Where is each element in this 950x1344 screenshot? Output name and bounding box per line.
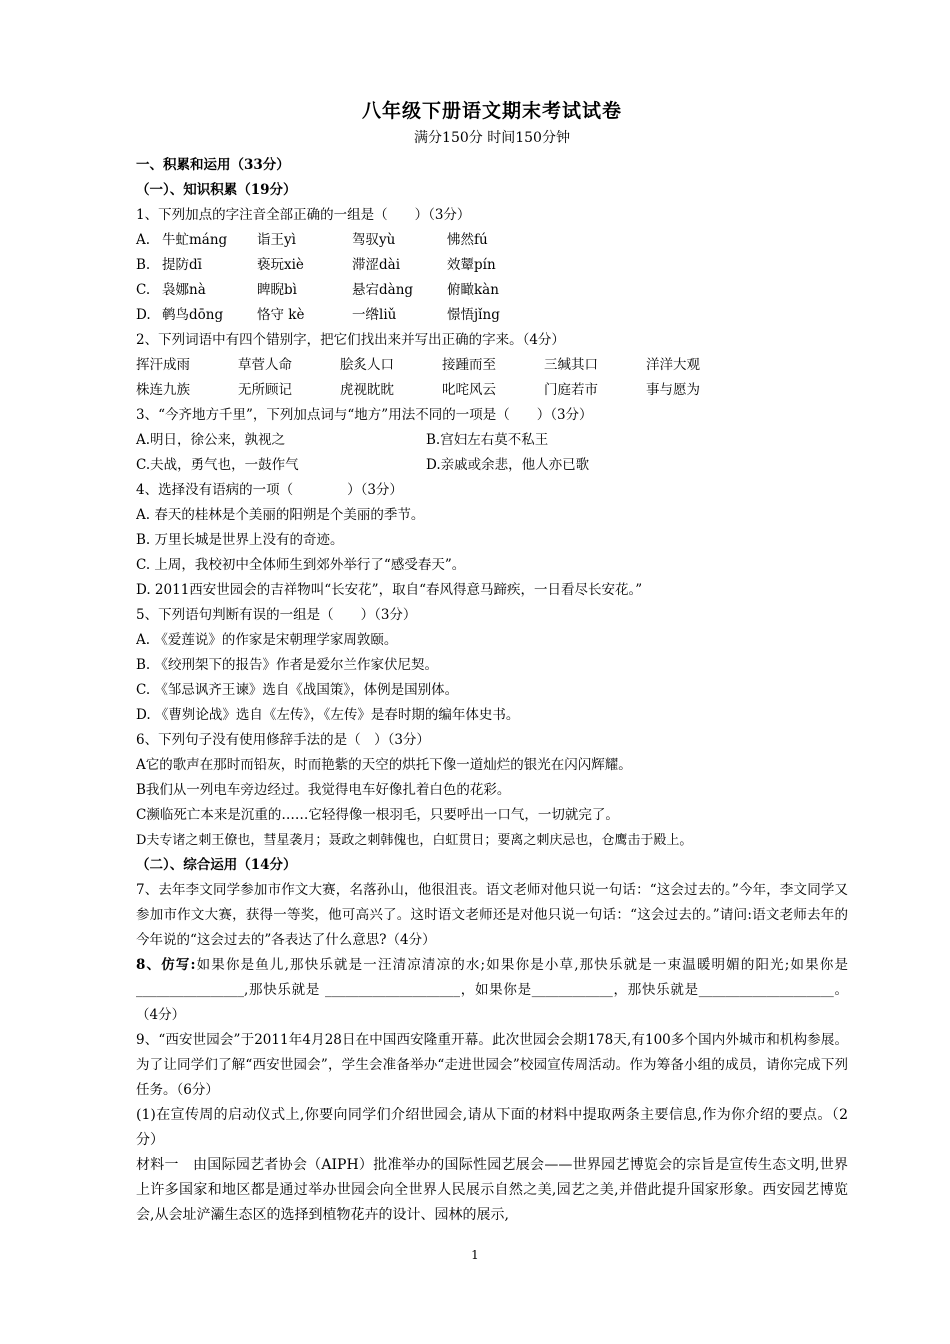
question-5-option-c: C. 《邹忌讽齐王谏》选自《战国策》，体例是国别体。 xyxy=(136,682,459,698)
option-item: 驾驭yù xyxy=(352,232,396,248)
page-number: 1 xyxy=(471,1248,479,1262)
option-item: 提防dī xyxy=(162,257,202,273)
option-letter: B. xyxy=(136,257,151,273)
page-title: 八年级下册语文期末考试试卷 xyxy=(361,100,622,122)
question-4-option-d: D. 2011西安世园会的吉祥物叫“长安花”，取自“春风得意马蹄疾，一日看尽长安花。” xyxy=(136,582,643,598)
question-4-option-b: B. 万里长城是世界上没有的奇迹。 xyxy=(136,532,344,548)
question-3-stem: 3、“今齐地方千里”，下列加点词与“地方”用法不同的一项是（ ）（3分） xyxy=(136,407,593,423)
option-c: C.夫战，勇气也，一鼓作气 xyxy=(136,457,299,473)
option-item: 牛虻máng xyxy=(162,232,228,248)
option-b: B.宫妇左右莫不私王 xyxy=(426,432,549,448)
option-item: 憬悟jǐng xyxy=(447,307,500,323)
question-6-option-d: D夫专诸之刺王僚也，彗星袭月；聂政之刺韩傀也，白虹贯日；要离之刺庆忌也，仓鹰击于殿上。 xyxy=(136,833,693,848)
question-8-block xyxy=(136,953,848,1028)
question-6-option-b: B我们从一列电车旁边经过。我觉得电车好像扎着白色的花彩。 xyxy=(136,782,511,798)
exam-page xyxy=(136,96,848,1228)
question-1-option-c xyxy=(136,278,848,303)
option-a: A.明日，徐公来，孰视之 xyxy=(136,432,286,448)
question-3-options-row xyxy=(136,453,848,478)
question-6-stem: 6、下列句子没有使用修辞手法的是（ ）（3分） xyxy=(136,732,430,748)
question-4-option-a: A. 春天的桂林是个美丽的阳朔是个美丽的季节。 xyxy=(136,507,425,523)
word-item: 叱咤风云 xyxy=(442,382,496,398)
question-1-stem: 1、下列加点的字注音全部正确的一组是（ ）（3分） xyxy=(136,207,471,223)
subsection-heading: （二）、综合运用（14分） xyxy=(136,857,297,873)
option-item: 睥睨bì xyxy=(257,282,297,298)
option-letter: D. xyxy=(136,307,151,323)
question-9-text: 9、“西安世园会”于2011年4月28日在中国西安隆重开幕。此次世园会会期178天,有100多个国内外城市和机构参展。为了让同学们了解“西安世园会”，学生会准备举办“走进世园会”校园宣传周活动。作为筹备小组的成员，请你完成下列任务。（6分） xyxy=(136,1032,848,1098)
question-4-stem: 4、选择没有语病的一项（ ）（3分） xyxy=(136,482,403,498)
word-item: 门庭若市 xyxy=(544,382,598,398)
option-item: 悬宕dàng xyxy=(352,282,414,298)
option-letter: A. xyxy=(136,232,151,248)
word-item: 草菅人命 xyxy=(238,357,292,373)
word-item: 事与愿为 xyxy=(646,382,700,398)
word-item: 挥汗成雨 xyxy=(136,357,190,373)
option-item: 怫然fú xyxy=(447,232,488,248)
question-2-stem: 2、下列词语中有四个错别字，把它们找出来并写出正确的字来。（4分） xyxy=(136,332,565,348)
word-item: 无所顾记 xyxy=(238,382,292,398)
word-item: 虎视眈眈 xyxy=(340,382,394,398)
question-8-text: 如果你是鱼儿,那快乐就是一汪清凉清凉的水;如果你是小草,那快乐就是一束温暖明媚的阳光;如果你是________________,那快乐就是 ____________________，如果你是____________，那快乐就是____________________。（4分） xyxy=(136,957,848,1023)
question-9-sub-1: (1)在宣传周的启动仪式上,你要向同学们介绍世园会,请从下面的材料中提取两条主要信息,作为你介绍的要点。（2分） xyxy=(136,1107,848,1148)
option-item: 亵玩xiè xyxy=(257,257,304,273)
option-item: 袅娜nà xyxy=(162,282,206,298)
question-2-words-row xyxy=(136,378,848,403)
question-1-option-b xyxy=(136,253,848,278)
question-1-option-d xyxy=(136,303,848,328)
question-6-option-a: A它的歌声在那时而铅灰，时而艳紫的天空的烘托下像一道灿烂的银光在闪闪辉耀。 xyxy=(136,757,632,773)
question-5-option-b: B. 《绞刑架下的报告》作者是爱尔兰作家伏尼契。 xyxy=(136,657,439,673)
section-heading: 一、积累和运用（33分） xyxy=(136,157,290,173)
question-4-option-c: C. 上周，我校初中全体师生到郊外举行了“感受春天”。 xyxy=(136,557,466,573)
option-item: 鹌鸟dōng xyxy=(162,307,224,323)
word-item: 洋洋大观 xyxy=(646,357,700,373)
question-5-option-d: D. 《曹刿论战》选自《左传》，《左传》是春时期的编年体史书。 xyxy=(136,707,520,723)
option-letter: C. xyxy=(136,282,151,298)
word-item: 接踵而至 xyxy=(442,357,496,373)
word-item: 三缄其口 xyxy=(544,357,598,373)
question-1-option-a xyxy=(136,228,848,253)
question-7-text: 7、去年李文同学参加市作文大赛，名落孙山，他很沮丧。语文老师对他只说一句话：“这会过去的。”今年，李文同学又参加市作文大赛，获得一等奖，他可高兴了。这时语文老师还是对他只说一句话：“这会过去的。”请问:语文老师去年的今年说的“这会过去的”各表达了什么意思?（4分） xyxy=(136,882,848,948)
option-item: 效颦pín xyxy=(447,257,496,273)
subsection-heading: （一）、知识积累（19分） xyxy=(136,182,297,198)
option-item: 一绺liǔ xyxy=(352,307,397,323)
option-item: 诣王yì xyxy=(257,232,296,248)
option-item: 滞涩dài xyxy=(352,257,401,273)
question-3-options-row xyxy=(136,428,848,453)
word-item: 脍炙人口 xyxy=(340,357,394,373)
page-subtitle: 满分150分 时间150分钟 xyxy=(414,130,570,146)
word-item: 株连九族 xyxy=(136,382,190,398)
option-item: 恪守 kè xyxy=(257,307,305,323)
option-item: 俯瞰kàn xyxy=(447,282,499,298)
question-8-label: 8、仿写: xyxy=(136,957,196,973)
question-6-option-c: C濒临死亡本来是沉重的……它轻得像一根羽毛，只要呼出一口气，一切就完了。 xyxy=(136,807,619,823)
question-2-words-row xyxy=(136,353,848,378)
option-d: D.亲戚或余悲，他人亦已歌 xyxy=(426,457,590,473)
question-9-material-1: 材料一 由国际园艺者协会（AIPH）批准举办的国际性园艺展会——世界园艺博览会的宗旨是宣传生态文明,世界上许多国家和地区都是通过举办世园会向全世界人民展示自然之美,园艺之美,并借此提升国家形象。西安园艺博览会,从会址浐灞生态区的选择到植物花卉的设计、园林的展示, xyxy=(136,1157,848,1223)
question-5-stem: 5、下列语句判断有误的一组是（ ）（3分） xyxy=(136,607,417,623)
question-5-option-a: A. 《爱莲说》的作家是宋朝理学家周敦颐。 xyxy=(136,632,398,648)
